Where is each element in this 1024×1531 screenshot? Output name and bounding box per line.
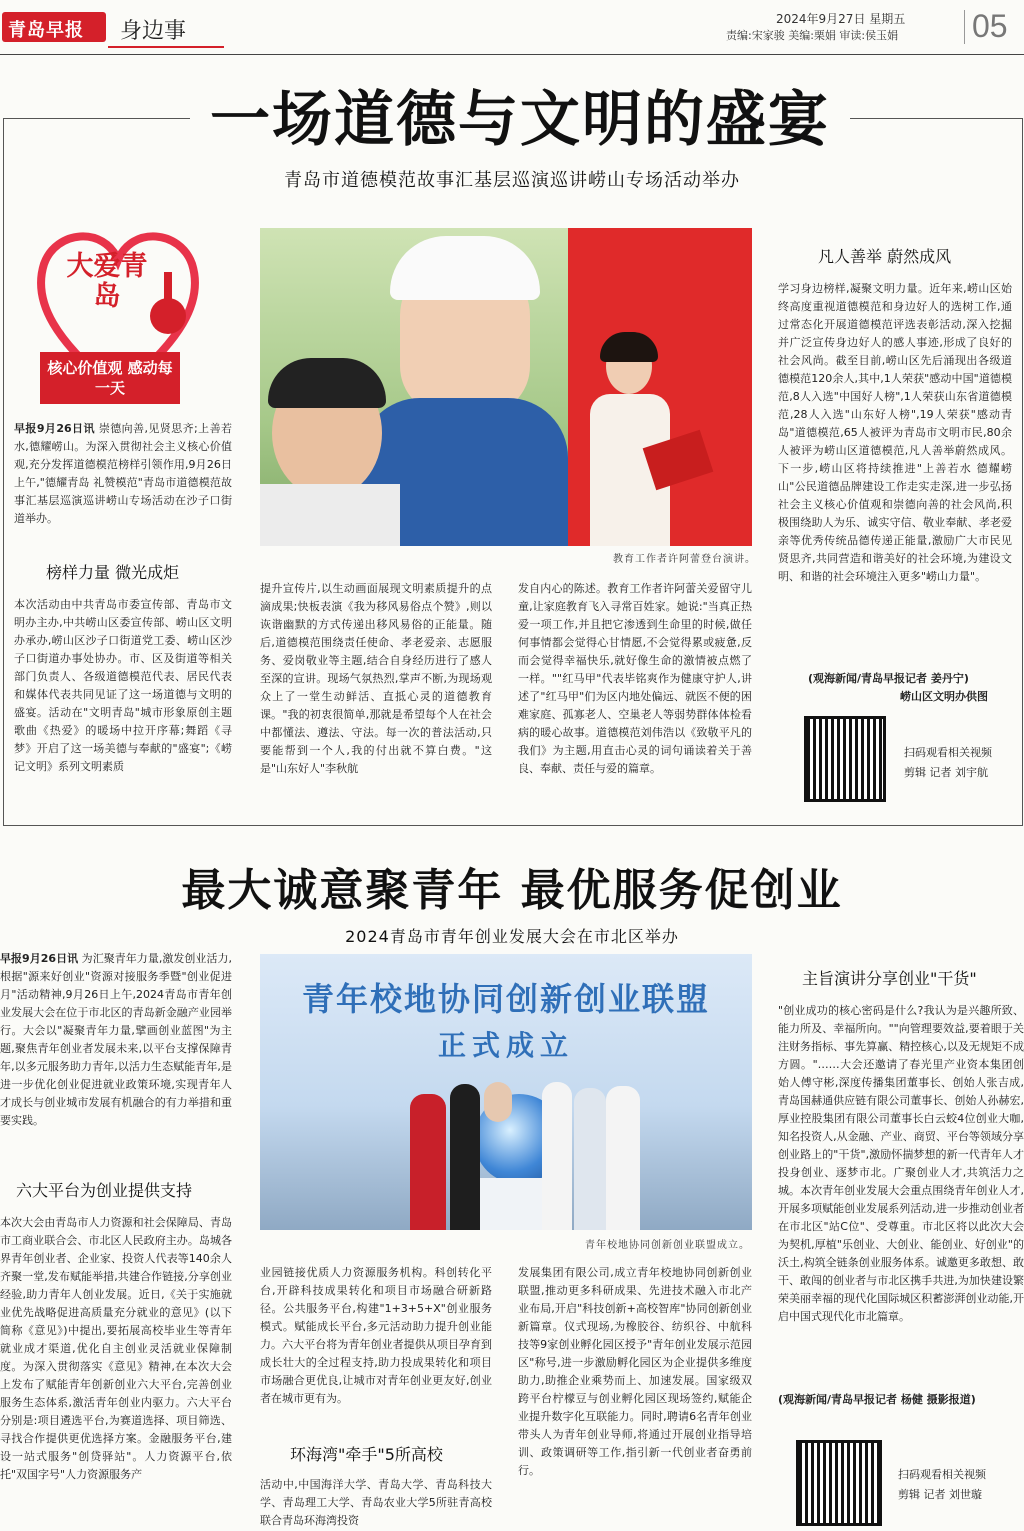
volunteer-hat <box>390 236 540 300</box>
masthead <box>0 0 1024 56</box>
masthead-rule <box>0 54 1024 55</box>
speaker-hair <box>600 332 658 362</box>
guest-4 <box>542 1082 572 1230</box>
story1-photo <box>260 228 752 546</box>
story1-col2: 提升宣传片,以生动画面展现文明素质提升的点滴成果;快板表演《我为移风易俗点个赞》,则以诙谐幽默的方式传递出移风易俗的正能量。随后,道德模范围绕责任使命、孝老爱亲、志愿服务、爱岗敬业等主题,结合自身经历进行了感人至深的宣讲。现场气氛热烈,掌声不断,为现场观众上了一堂生动鲜活、直抵心灵的道德教育课。"我的初衷很简单,那就是希望每个人在社会中都懂法、遵法、守法。每一次的普法活动,只要能帮到一个人,我的付出就不算白费。"这是"山东好人"李秋航 <box>260 582 492 775</box>
page-number-divider <box>964 10 965 44</box>
story2-byline: (观海新闻/青岛早报记者 杨健 摄影报道) <box>778 1393 976 1406</box>
banner-text-2: 正式成立 <box>437 1029 574 1062</box>
newspaper-logo <box>2 12 106 42</box>
story1-subtitle: 青岛市道德模范故事汇基层巡演巡讲崂山专场活动举办 <box>284 170 740 191</box>
story2-col3: 发展集团有限公司,成立青年校地协同创新创业联盟,推动更多科研成果、先进技术融入市北产业布局,开启"科技创新+高校智库"协同创新创业新篇章。仪式现场,为橡胶谷、纺织谷、中航科技等9家创业孵化园区授予"青年创业发展示范园区"称号,进一步激励孵化园区为企业提供多维度助力,助推企业乘势而上、加速发展。国家级双跨平台柠檬豆与创业孵化园区现场签约,赋能企业提升数字化互联能力。同时,聘请6名青年创业带头人为青年创业导师,将通过开展创业指导培训、政策调研等工作,指引新一代创业者奋勇前行。 <box>518 1266 752 1477</box>
story1-col3: 发自内心的陈述。教育工作者许阿蕾关爱留守儿童,让家庭教育飞入寻常百姓家。她说:"当真正热爱一项工作,并且把它渗透到生命里的时候,做任何事情都会觉得心甘情愿,不会觉得累或疲惫,反而会觉得幸福快乐,就好像生命的激情被点燃了一样。""红马甲"代表毕铭爽作为健康守护人,讲述了"红马甲"们为区内地处偏远、就医不便的困难家庭、孤寡老人、空巢老人等弱势群体体检看病的暖心故事。道德模范刘伟浩以《致敬平凡的我们》为主题,用直击心灵的词句诵读着关于善良、奉献、责任与爱的篇章。 <box>518 582 752 775</box>
guest-2 <box>450 1084 480 1230</box>
story2-photo <box>260 954 752 1230</box>
story1-photo-credit: 崂山区文明办供图 <box>900 690 988 703</box>
guest-5 <box>574 1088 606 1230</box>
guest-1 <box>410 1094 446 1230</box>
story1-subhead-1: 榜样力量 微光成炬 <box>46 563 180 582</box>
guest-6 <box>606 1086 640 1230</box>
guest-3 <box>484 1082 512 1122</box>
story2-qr-label: 扫码观看相关视频 <box>898 1468 986 1481</box>
story2-lead-text: 为汇聚青年力量,激发创业活力,根据"源来好创业"资源对接服务季暨"创业促进月"活动精神,9月26日上午,2024青岛市青年创业发展大会在位于市北区的青岛新金融产业园举行。大会以"凝聚青年力量,擘画创业蓝图"为主题,聚焦青年创业者发展未来,以平台支撑保障青年,以多元服务助力青年,以活力生态赋能青年,是进一步优化创业促进就业政策环境,实现青年人才成长与创业城市发展有机融合的有力举措和重要实践。 <box>0 952 232 1127</box>
page-number: 05 <box>972 8 1008 44</box>
story2-qr-credit: 剪辑 记者 刘世璇 <box>898 1488 982 1501</box>
editor-credits: 责编:宋家骏 美编:栗娟 审读:侯玉娟 <box>726 29 899 42</box>
story1-qr-label: 扫码观看相关视频 <box>904 746 992 759</box>
story2-photo-caption: 青年校地协同创新创业联盟成立。 <box>585 1240 750 1251</box>
photo-right-panel <box>568 228 752 546</box>
banner-text: 青年校地协同创新创业联盟 <box>301 980 710 1018</box>
story2-col2b: 活动中,中国海洋大学、青岛大学、青岛科技大学、青岛理工大学、青岛农业大学5所驻青高校联合青岛环海湾投资 <box>260 1478 492 1527</box>
core-values-badge <box>26 212 210 408</box>
story2-right-col: "创业成功的核心密码是什么?我认为是兴趣所致、能力所及、幸福所向。""向管理要效益,要着眼于关注财务指标、事先算赢、精控核心,以及无规矩不成方圆。"……大会还邀请了春光里产业资本集团创始人傅守彬,深度传播集团董事长、创始人张吉成,青岛国赫通供应链有限公司董事长、创始人孙赫宏,厚业控股集团有限公司董事长白云蛟4位创业大咖,知名投资人,从金融、产业、商贸、平台等领域分享创业路上的"干货",激励怀揣梦想的新一代青年人才投身创业、逐梦市北。广聚创业人才,共筑活力之城。本次青年创业发展大会重点围绕青年创业人才,开展多项赋能创业发展系列活动,进一步推动创业者在市北区"站C位"、受尊重。市北区将以此次大会为契机,厚植"乐创业、大创业、能创业、好创业"的沃土,构筑全链条创业服务体系。诚邀更多敢想、敢干、敢闯的创业者与市北区携手共进,为加快建设繁荣美丽幸福的现代化国际城区积蓄澎湃创业动能,开启中国式现代化市北篇章。 <box>778 1004 1024 1323</box>
logo-text: 青岛早报 <box>8 20 84 41</box>
story1-qr-code[interactable] <box>804 716 886 802</box>
story2-qr-code[interactable] <box>796 1440 882 1526</box>
badge-title: 大爱青岛 <box>66 251 148 312</box>
story2-dateline: 早报9月26日讯 <box>0 952 79 965</box>
story1-photo-caption: 教育工作者许阿蕾登台演讲。 <box>613 554 756 565</box>
story2-subtitle: 2024青岛市青年创业发展大会在市北区举办 <box>345 927 679 946</box>
story1-headline: 一场道德与文明的盛宴 <box>190 82 850 160</box>
issue-date: 2024年9月27日 星期五 <box>776 12 906 26</box>
child-hair <box>268 358 386 408</box>
story1-col1: 本次活动由中共青岛市委宣传部、青岛市文明办主办,中共崂山区委宣传部、崂山区文明办承办,崂山区沙子口街道党工委、崂山区沙子口街道办事处协办。市、区及街道等相关部门负责人、各级道德模范代表、居民代表和媒体代表共同见证了这一场道德与文明的盛宴。活动在"文明青岛"城市形象原创主题歌曲《热爱》的暖场中拉开序幕;舞蹈《寻梦》开启了这一场美德与奉献的"盛宴";《崂记文明》系列文明素质 <box>14 598 232 773</box>
story2-headline: 最大诚意聚青年 最优服务促创业 <box>181 865 843 916</box>
story2-subhead-1: 六大平台为创业提供支持 <box>16 1181 193 1200</box>
story1-byline: (观海新闻/青岛早报记者 姜丹宁) <box>808 672 969 685</box>
child-body <box>260 484 400 546</box>
story1-dateline: 早报9月26日讯 <box>14 422 95 435</box>
story1-qr-credit: 剪辑 记者 刘宇航 <box>904 766 988 779</box>
photo-left-panel <box>260 228 568 546</box>
ceremony-banner <box>260 974 752 1064</box>
story2-col2: 业园链接优质人力资源服务机构。科创转化平台,开辟科技成果转化和项目市场融合研新路径。公共服务平台,构建"1+3+5+X"创业服务模式。赋能成长平台,多元活动助力提升创业能力。六大平台将为青年创业者提供从项目孕育到成长壮大的全过程支持,助力投成果转化和项目市场融合更优良,让城市对青年创业更友好,创业者在城市更有为。 <box>260 1266 492 1405</box>
story2-col2-subhead: 环海湾"牵手"5所高校 <box>290 1445 443 1464</box>
story1-right-subhead: 凡人善举 蔚然成风 <box>818 247 952 266</box>
story1-right-col: 学习身边榜样,凝聚文明力量。近年来,崂山区始终高度重视道德模范和身边好人的选树工作,通过常态化开展道德模范评选表彰活动,深入挖掘并广泛宣传身边好人的感人事迹,形成了良好的社会风尚。截至目前,崂山区先后涌现出各级道德模范120余人,其中,1人荣获"感动中国"道德模范,8人入选"中国好人榜",1人荣获山东省道德模范,28人入选"山东好人榜",19人荣获"感动青岛"道德模范,65人被评为青岛市文明市民,80余人被评为崂山区道德模范,凡人善举蔚然成风。下一步,崂山区将持续推进"上善若水 德耀崂山"公民道德品牌建设工作走实走深,进一步弘扬社会主义核心价值观和崇德向善的社会风尚,积极围绕助人为乐、诚实守信、敬业奉献、孝老爱亲等优秀传统品德传递正能量,激励广大市民见贤思齐,共同营造和谐美好的社会环境,为建设文明、和谐的社会环境注入更多"崂山力量"。 <box>778 282 1012 583</box>
badge-slogan: 核心价值观 感动每一天 <box>40 352 180 404</box>
story2-lead <box>0 950 232 1164</box>
story2-right-subhead: 主旨演讲分享创业"干货" <box>802 969 977 988</box>
section-divider <box>108 46 224 48</box>
story1-lead <box>14 420 232 548</box>
story1-lead-text: 崇德向善,见贤思齐;上善若水,德耀崂山。为深入贯彻社会主义核心价值观,充分发挥道德模范榜样引领作用,9月26日上午,"德耀青岛 礼赞模范"青岛市道德模范故事汇基层巡演巡讲崂山专场活动在沙子口街道举办。 <box>14 422 232 525</box>
section-name: 身边事 <box>120 19 187 44</box>
story2-col1: 本次大会由青岛市人力资源和社会保障局、青岛市工商业联合会、市北区人民政府主办。岛城各界青年创业者、企业家、投资人代表等140余人齐聚一堂,发布赋能举措,共建合作链接,分享创业经验,助力青年人创业发展。近日,《关于实施就业优先战略促进高质量充分就业的意见》(以下简称《意见》)中提出,要拓展高校毕业生等青年就业成才渠道,优化自主创业灵活就业保障制度。为深入贯彻落实《意见》精神,在本次大会上发布了赋能青年创新创业六大平台,完善创业服务生态体系,激活青年创业内驱力。六大平台分别是:项目遴选平台,为赛道选择、项目筛选、寻找合作提供更优选择方案。金融服务平台,建设一站式服务"创贷驿站"。人力资源平台,依托"双国字号"人力资源服务产 <box>0 1216 232 1481</box>
